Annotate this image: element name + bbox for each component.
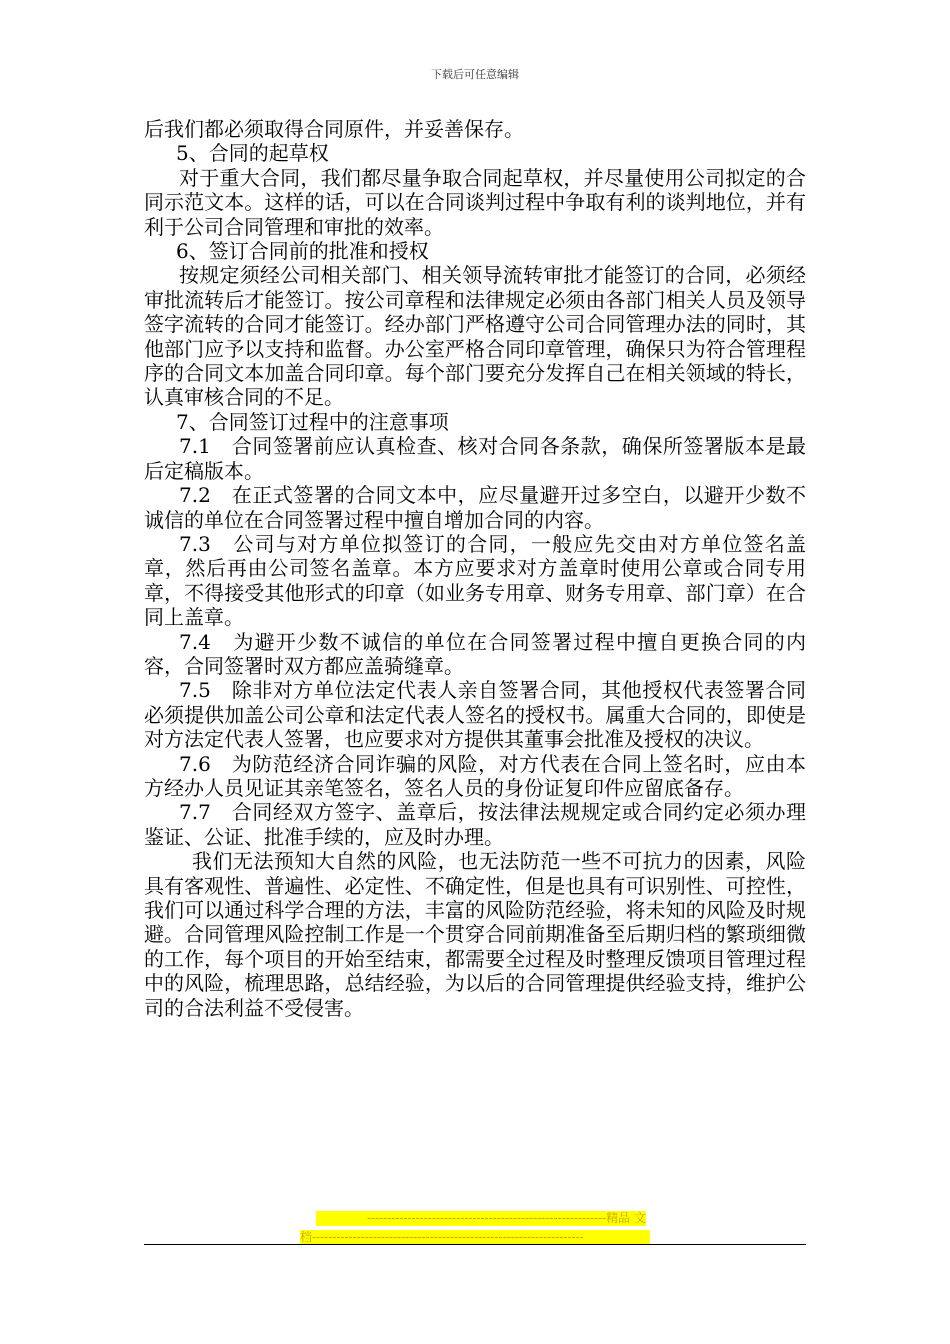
paragraph: 7.3 公司与对方单位拟签订的合同，一般应先交由对方单位签名盖章，然后再由公司签名盖章。本方应要求对方盖章时使用公章或合同专用章，不得接受其他形式的印章（如业务专用章、财务专用章、部门章）在合同上盖章。 <box>144 531 806 630</box>
footer-line-2: 档------------------------------------------------------------------- <box>300 1230 650 1245</box>
footer-divider <box>144 1244 806 1245</box>
paragraph: 7.5 除非对方单位法定代表人亲自签署合同，其他授权代表签署合同必须提供加盖公司公章和法定代表人签名的授权书。属重大合同的，即使是对方法定代表人签署，也应要求对方提供其董事会批准及授权的决议。 <box>144 678 806 752</box>
paragraph: 7.4 为避开少数不诚信的单位在合同签署过程中擅自更换合同的内容，合同签署时双方都应盖骑缝章。 <box>144 629 806 678</box>
paragraph: 对于重大合同，我们都尽量争取合同起草权，并尽量使用公司拟定的合同示范文本。这样的话，可以在合同谈判过程中争取有利的谈判地位，并有利于公司合同管理和审批的效率。 <box>144 165 806 239</box>
page-header: 下载后可任意编辑 <box>431 68 519 81</box>
paragraph: 7.1 合同签署前应认真检查、核对合同各条款，确保所签署版本是最后定稿版本。 <box>144 434 806 483</box>
paragraph: 7.6 为防范经济合同诈骗的风险，对方代表在合同上签名时，应由本方经办人员见证其亲笔签名，签名人员的身份证复印件应留底备存。 <box>144 751 806 800</box>
paragraph: 5、合同的起草权 <box>176 141 329 166</box>
footer-line-1: -----------------------------------------------------------精品 文 <box>316 1211 646 1226</box>
paragraph: 按规定须经公司相关部门、相关领导流转审批才能签订的合同，必须经审批流转后才能签订。按公司章程和法律规定必须由各部门相关人员及领导签字流转的合同才能签订。经办部门严格遵守公司合同管理办法的同时，其他部门应予以支持和监督。办公室严格合同印章管理，确保只为符合管理程序的合同文本加盖合同印章。每个部门要充分发挥自己在相关领域的特长，认真审核合同的不足。 <box>144 263 806 410</box>
document-body <box>144 117 806 1020</box>
paragraph: 后我们都必须取得合同原件，并妥善保存。 <box>144 117 524 141</box>
paragraph: 7、合同签订过程中的注意事项 <box>176 409 449 434</box>
paragraph: 6、签订合同前的批准和授权 <box>176 239 429 264</box>
paragraph: 7.7 合同经双方签字、盖章后，按法律法规规定或合同约定必须办理鉴证、公证、批准手续的，应及时办理。 <box>144 800 806 849</box>
paragraph: 我们无法预知大自然的风险，也无法防范一些不可抗力的因素，风险具有客观性、普遍性、必定性、不确定性，但是也具有可识别性、可控性，我们可以通过科学合理的方法，丰富的风险防范经验，将未知的风险及时规避。合同管理风险控制工作是一个贯穿合同前期准备至后期归档的繁琐细微的工作，每个项目的开始至结束，都需要全过程及时整理反馈项目管理过程中的风险，梳理思路，总结经验，为以后的合同管理提供经验支持，维护公司的合法利益不受侵害。 <box>144 849 806 1020</box>
paragraph: 7.2 在正式签署的合同文本中，应尽量避开过多空白，以避开少数不诚信的单位在合同签署过程中擅自增加合同的内容。 <box>144 483 806 532</box>
